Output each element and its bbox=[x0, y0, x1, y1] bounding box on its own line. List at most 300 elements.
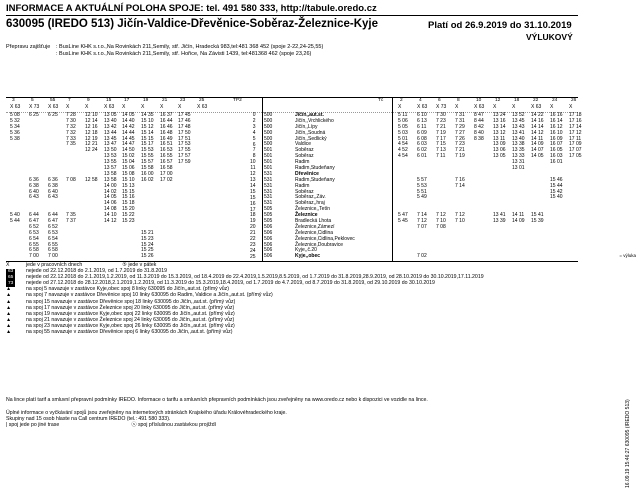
time-cell bbox=[104, 254, 117, 260]
info-line: Úplné informace o vyčkávání spojů jsou zveřejněny na internetových stránkách Krajského úřadu Královéhradeckého kraje. bbox=[6, 410, 287, 416]
note-text: na spoj 21 navazuje v zastávce Železnice spoj 24 linky 630095 do Jičín,,aut.st. (přímý vůz) bbox=[26, 316, 235, 323]
note-key: ▲ bbox=[6, 286, 12, 293]
time-cell: 17 46 bbox=[178, 117, 191, 124]
time-cell: 13 43 bbox=[512, 123, 525, 130]
time-cell: 16 48 bbox=[160, 129, 173, 136]
time-cell: 17 55 bbox=[178, 147, 191, 154]
time-cell: 15 41 bbox=[531, 212, 544, 219]
time-cell: 5 47 bbox=[398, 212, 408, 219]
time-cell: 5 38 bbox=[10, 135, 20, 142]
station-name: Železnice,Zámezí bbox=[295, 223, 335, 230]
station-name: Kyje,,obec bbox=[295, 253, 321, 260]
time-cell: 6 54 bbox=[48, 235, 58, 242]
validity-type: VÝLUKOVÝ bbox=[526, 32, 573, 42]
trip-number: 2 bbox=[400, 98, 403, 103]
trip-number: 22 bbox=[533, 98, 539, 103]
time-column bbox=[569, 113, 582, 260]
time-cell: 14 40 bbox=[122, 117, 135, 124]
station-name: Radim bbox=[295, 159, 310, 166]
station-name: Radim bbox=[295, 182, 310, 189]
time-cell: 13 12 bbox=[493, 129, 506, 136]
time-cell: 12 19 bbox=[85, 135, 98, 142]
trip-symbol: X 73 bbox=[29, 104, 40, 110]
time-cell: 6 01 bbox=[417, 153, 427, 160]
note-text: jede v pracovních dnech bbox=[26, 262, 83, 268]
time-cell bbox=[436, 254, 446, 260]
time-cell: 17 12 bbox=[569, 129, 582, 136]
time-cell: 16 37 bbox=[160, 112, 173, 118]
note-text: na spoj 5 navazuje v zastávce Kyje,obec spoj 8 linky 630095 do Jičín,,aut.st. (přímý vůz) bbox=[26, 286, 229, 293]
time-cell: 14 22 bbox=[531, 112, 544, 118]
trip-number: Tč bbox=[378, 98, 384, 103]
station-name: Valdice bbox=[295, 141, 312, 148]
time-cell: 13 05 bbox=[493, 153, 506, 160]
time-cell: 13 11 bbox=[493, 135, 506, 142]
time-cell: 7 23 bbox=[436, 117, 446, 124]
time-cell: 16 51 bbox=[160, 141, 173, 148]
time-cell: 13 16 bbox=[493, 117, 506, 124]
time-cell: 13 14 bbox=[493, 123, 506, 130]
time-cell: 6 08 bbox=[417, 135, 427, 142]
time-cell: 15 55 bbox=[141, 153, 154, 160]
station-id: 505 bbox=[264, 218, 273, 225]
time-cell: 13 05 bbox=[104, 112, 117, 118]
km-cell: 25 bbox=[250, 253, 256, 260]
time-cell: 6 53 bbox=[29, 229, 39, 236]
km-cell: 22 bbox=[250, 236, 256, 243]
station-id: 506 bbox=[264, 235, 273, 242]
station-column bbox=[295, 113, 355, 260]
time-cell: 6 02 bbox=[417, 147, 427, 154]
station-name: Radim,Studeňany bbox=[295, 165, 335, 172]
trip-symbol: X 63 bbox=[48, 104, 59, 110]
station-name: Soběraz,,Záv. bbox=[295, 194, 326, 201]
time-cell: 14 09 bbox=[512, 218, 525, 225]
time-cell: 5 34 bbox=[10, 123, 20, 130]
time-cell: 14 00 bbox=[104, 182, 117, 189]
time-cell: 6 55 bbox=[29, 241, 39, 248]
station-id: 501 bbox=[264, 147, 273, 154]
station-id: 531 bbox=[264, 194, 273, 201]
station-id: 500 bbox=[264, 117, 273, 124]
time-cell: 13 53 bbox=[104, 153, 117, 160]
time-cell: 16 16 bbox=[550, 112, 563, 118]
time-cell bbox=[474, 254, 484, 260]
header-rule bbox=[6, 15, 578, 16]
station-id: 500 bbox=[264, 135, 273, 142]
time-cell: 13 45 bbox=[104, 135, 117, 142]
time-cell: 13 31 bbox=[512, 159, 525, 166]
station-id: 501 bbox=[264, 153, 273, 160]
trip-number: 12 bbox=[495, 98, 501, 103]
time-cell: 14 12 bbox=[104, 218, 117, 225]
time-cell: 8 42 bbox=[474, 123, 484, 130]
time-cell: 16 10 bbox=[550, 129, 563, 136]
time-cell: 13 44 bbox=[104, 129, 117, 136]
time-column bbox=[417, 113, 427, 260]
time-cell bbox=[398, 254, 408, 260]
time-cell: 8 47 bbox=[474, 112, 484, 118]
time-cell: 16 53 bbox=[160, 147, 173, 154]
trip-symbol: X bbox=[550, 104, 554, 110]
time-cell: 5 53 bbox=[417, 182, 427, 189]
station-id: 500 bbox=[264, 112, 273, 118]
km-cell: 0 bbox=[252, 112, 256, 118]
time-cell: 17 45 bbox=[178, 112, 191, 118]
time-column bbox=[160, 113, 173, 260]
time-cell bbox=[531, 254, 544, 260]
time-cell: 6 44 bbox=[29, 212, 39, 219]
time-cell: 15 23 bbox=[141, 235, 154, 242]
station-id: 505 bbox=[264, 206, 273, 213]
note-badge: 63 bbox=[8, 269, 14, 275]
time-cell: 14 50 bbox=[122, 147, 135, 154]
trip-number: 21 bbox=[162, 98, 168, 103]
trip-symbol: X bbox=[85, 104, 89, 110]
time-column bbox=[455, 113, 465, 260]
station-name: Dřevěnice bbox=[295, 170, 319, 177]
station-id: 531 bbox=[264, 176, 273, 183]
trip-number: 4 bbox=[419, 98, 422, 103]
note-row bbox=[6, 329, 484, 335]
time-cell bbox=[455, 254, 465, 260]
additional-info bbox=[6, 410, 287, 428]
station-name: Jičín,,Soudná bbox=[295, 129, 326, 136]
time-cell: 7 12 bbox=[417, 218, 427, 225]
time-cell bbox=[512, 254, 525, 260]
time-cell: 15 08 bbox=[122, 170, 135, 177]
time-cell: 16 46 bbox=[160, 123, 173, 130]
time-cell: 5 44 bbox=[10, 218, 20, 225]
trip-symbol: X bbox=[512, 104, 516, 110]
time-cell: 15 15 bbox=[122, 188, 135, 195]
time-cell: 13 50 bbox=[104, 147, 117, 154]
time-cell: 16 58 bbox=[160, 165, 173, 172]
time-cell: 5 11 bbox=[398, 112, 408, 118]
time-cell: 12 18 bbox=[85, 129, 98, 136]
time-cell: 16 14 bbox=[550, 117, 563, 124]
km-cell: 14 bbox=[250, 182, 256, 189]
time-cell: 16 09 bbox=[550, 135, 563, 142]
time-cell: 15 13 bbox=[122, 182, 135, 189]
station-name: Soběraz bbox=[295, 153, 314, 160]
time-cell: 12 58 bbox=[85, 176, 98, 183]
time-cell: 6 09 bbox=[417, 129, 427, 136]
time-cell: 5 32 bbox=[10, 117, 20, 124]
time-cell: 7 30 bbox=[436, 112, 446, 118]
time-cell: 13 41 bbox=[493, 212, 506, 219]
time-cell: 16 03 bbox=[550, 153, 563, 160]
km-cell: 16 bbox=[250, 200, 256, 207]
time-cell: 14 11 bbox=[512, 212, 525, 219]
time-cell: 14 08 bbox=[104, 206, 117, 213]
km-divider bbox=[262, 98, 263, 261]
trip-symbol: X 63 bbox=[531, 104, 542, 110]
time-cell: 13 47 bbox=[104, 141, 117, 148]
time-cell: 6 40 bbox=[29, 188, 39, 195]
time-column bbox=[493, 113, 506, 260]
time-cell: 13 42 bbox=[104, 123, 117, 130]
time-cell: 7 19 bbox=[455, 153, 465, 160]
carrier-info bbox=[6, 44, 323, 58]
time-cell: 17 18 bbox=[569, 112, 582, 118]
station-id: 500 bbox=[264, 129, 273, 136]
time-cell: 7 08 bbox=[66, 176, 76, 183]
time-cell: 5 45 bbox=[398, 218, 408, 225]
time-cell: 7 08 bbox=[436, 223, 446, 230]
time-cell: 15 21 bbox=[141, 229, 154, 236]
trip-number: 5 bbox=[31, 98, 34, 103]
km-cell: 10 bbox=[250, 159, 256, 166]
time-cell: 6 47 bbox=[29, 218, 39, 225]
km-cell: 4 bbox=[252, 129, 256, 136]
time-cell: 12 10 bbox=[85, 112, 98, 118]
time-cell: 15 53 bbox=[141, 147, 154, 154]
time-cell: 7 02 bbox=[417, 253, 427, 260]
carrier-line: : BusLine KHK s.r.o.,Na Rovinkách 211,Semily, stř. Jičín, Hradecká 983,tel:481 368 452 (spoje 2-22,24-25,55) bbox=[56, 44, 324, 50]
time-cell: 7 28 bbox=[66, 112, 76, 118]
time-cell bbox=[160, 254, 173, 260]
note-text: nejede od 27.12.2018 do 28.12.2018,2.1.2019,1.2.2019, od 11.3.2019 do 15.3.2019,18.4.2019, od 1.7.2019 do 4.7.2019, od 8.7.2019 do 31.8.2019, od 29.10.2019 do 30.10.2019 bbox=[26, 280, 435, 287]
time-cell: 15 26 bbox=[141, 253, 154, 260]
time-cell bbox=[85, 254, 98, 260]
km-cell: 8 bbox=[252, 153, 256, 160]
column-divider bbox=[392, 98, 393, 261]
time-cell: 12 16 bbox=[85, 123, 98, 130]
time-cell bbox=[569, 254, 582, 260]
time-cell: 16 49 bbox=[160, 135, 173, 142]
km-cell: 15 bbox=[250, 188, 256, 195]
time-cell: 15 12 bbox=[141, 123, 154, 130]
km-cell: 17 bbox=[250, 206, 256, 213]
time-cell: 16 55 bbox=[160, 153, 173, 160]
time-cell: 15 10 bbox=[141, 117, 154, 124]
trip-number: TP2 bbox=[233, 98, 242, 103]
time-cell: 7 32 bbox=[66, 129, 76, 136]
time-cell: 15 58 bbox=[141, 165, 154, 172]
time-cell: 16 01 bbox=[550, 159, 563, 166]
station-name: Jičín,,aut.st. bbox=[295, 112, 324, 118]
time-cell: 7 33 bbox=[66, 135, 76, 142]
station-name: Jičín,,Sedlický bbox=[295, 135, 327, 142]
time-cell: 14 45 bbox=[122, 135, 135, 142]
time-column bbox=[10, 113, 20, 260]
km-cell: 2 bbox=[252, 117, 256, 124]
time-cell bbox=[550, 254, 563, 260]
time-cell: 15 15 bbox=[141, 135, 154, 142]
time-cell: 14 06 bbox=[104, 200, 117, 207]
time-cell: 16 00 bbox=[141, 170, 154, 177]
time-cell: 4 52 bbox=[398, 147, 408, 154]
km-cell: 6 bbox=[252, 141, 256, 148]
time-cell: 13 33 bbox=[512, 153, 525, 160]
trip-number: 6 bbox=[438, 98, 441, 103]
time-cell: 7 00 bbox=[29, 253, 39, 260]
time-cell: 6 03 bbox=[417, 141, 427, 148]
trip-number: 23 bbox=[180, 98, 186, 103]
km-cell: 3 bbox=[252, 123, 256, 130]
timetable-legend: = výluka bbox=[619, 253, 636, 258]
station-id: 531 bbox=[264, 170, 273, 177]
time-cell: 8 38 bbox=[474, 135, 484, 142]
note-key: ▲ bbox=[6, 304, 12, 311]
time-cell: 7 31 bbox=[455, 112, 465, 118]
note-text: jede v pátek bbox=[128, 262, 157, 268]
note-text: na spoj 23 navazuje v zastávce Kyje,obec spoj 26 linky 630095 do Jičín,,aut.st. (přímý vůz) bbox=[26, 322, 235, 329]
time-cell: 6 38 bbox=[48, 182, 58, 189]
time-cell: 13 24 bbox=[493, 112, 506, 118]
time-cell: 7 07 bbox=[417, 223, 427, 230]
time-cell: 13 39 bbox=[493, 218, 506, 225]
time-cell: 15 02 bbox=[122, 153, 135, 160]
time-cell: 17 11 bbox=[569, 135, 582, 142]
station-name: Železnice bbox=[295, 212, 318, 219]
note-text: na spoj 7 navazuje v zastávce Dřevěnice spoj 10 linky 630095 do Radim, Valdice a Jičín,,aut.st. (přímý vůz) bbox=[26, 292, 273, 299]
time-cell: 13 45 bbox=[512, 117, 525, 124]
time-cell: 13 55 bbox=[104, 159, 117, 166]
carrier-line: : BusLine KHK s.r.o.,Na Rovinkách 211,Semily, stř. Hořice, Na Závisti 1439, tel:481368 462 (spoje 23,26) bbox=[56, 51, 312, 57]
time-cell: 5 49 bbox=[417, 194, 427, 201]
time-cell: 6 25 bbox=[29, 112, 39, 118]
time-cell: 14 14 bbox=[531, 123, 544, 130]
trip-number: 8 bbox=[457, 98, 460, 103]
trip-symbol: X 63 bbox=[10, 104, 21, 110]
time-cell: 14 11 bbox=[531, 135, 544, 142]
time-cell: 15 57 bbox=[141, 159, 154, 166]
time-cell: 13 52 bbox=[512, 112, 525, 118]
time-cell: 7 29 bbox=[455, 123, 465, 130]
trip-number: 18 bbox=[514, 98, 520, 103]
time-cell: 6 55 bbox=[48, 241, 58, 248]
time-cell: 17 07 bbox=[569, 147, 582, 154]
time-cell: 5 51 bbox=[417, 188, 427, 195]
trip-number: 17 bbox=[124, 98, 130, 103]
time-cell: 5 03 bbox=[398, 129, 408, 136]
time-cell: 12 14 bbox=[85, 117, 98, 124]
time-cell: 13 58 bbox=[104, 170, 117, 177]
trip-symbol: X 63 bbox=[197, 104, 208, 110]
km-cell: 18 bbox=[250, 212, 256, 219]
trip-number: 3 bbox=[12, 98, 15, 103]
time-cell: 14 44 bbox=[122, 129, 135, 136]
station-id: 506 bbox=[264, 253, 273, 260]
trip-symbol: X bbox=[493, 104, 497, 110]
note-key: ⑤ bbox=[122, 262, 129, 268]
time-cell: 16 44 bbox=[160, 117, 173, 124]
time-cell: 15 18 bbox=[122, 200, 135, 207]
time-cell: 15 20 bbox=[122, 206, 135, 213]
time-cell: 6 47 bbox=[48, 218, 58, 225]
time-cell: 5 01 bbox=[398, 135, 408, 142]
time-cell: 7 27 bbox=[455, 129, 465, 136]
trip-symbol: X bbox=[569, 104, 573, 110]
trip-number: 55 bbox=[50, 98, 56, 103]
time-cell: 15 14 bbox=[141, 129, 154, 136]
km-cell: 12 bbox=[250, 171, 256, 178]
time-cell: 7 17 bbox=[436, 135, 446, 142]
time-column bbox=[122, 113, 135, 260]
trip-symbol: X bbox=[66, 104, 70, 110]
note-text: na spoj 15 navazuje v zastávce Dřevěnice spoj 18 linky 630095 do Jičín,,aut.st. (přímý vůz) bbox=[26, 298, 236, 305]
time-cell: 17 53 bbox=[178, 141, 191, 148]
note-badge: 73 bbox=[8, 281, 14, 287]
time-cell: 6 38 bbox=[29, 182, 39, 189]
time-cell: 7 35 bbox=[66, 141, 76, 148]
time-cell: 6 44 bbox=[48, 212, 58, 219]
time-cell: 5 40 bbox=[10, 212, 20, 219]
time-cell: 7 15 bbox=[436, 141, 446, 148]
station-id: 506 bbox=[264, 241, 273, 248]
station-id: 531 bbox=[264, 200, 273, 207]
time-column bbox=[398, 113, 408, 260]
time-cell: 17 59 bbox=[178, 159, 191, 166]
time-cell: 16 02 bbox=[141, 176, 154, 183]
trip-number: 10 bbox=[476, 98, 482, 103]
time-cell: 13 40 bbox=[104, 117, 117, 124]
time-cell: 7 14 bbox=[417, 212, 427, 219]
time-cell: 16 05 bbox=[550, 147, 563, 154]
trip-symbol: X bbox=[455, 104, 459, 110]
station-name: Jičín,,Vrchlického bbox=[295, 117, 334, 124]
time-cell: 7 00 bbox=[48, 253, 58, 260]
time-cell: 17 09 bbox=[569, 141, 582, 148]
time-cell bbox=[178, 254, 191, 260]
timetable bbox=[6, 97, 582, 262]
time-cell: 6 10 bbox=[417, 112, 427, 118]
info-line: | spoj jede po jiné trase ⓧ spoj příslušnou zastávkou projíždí bbox=[6, 422, 217, 429]
time-cell: 14 12 bbox=[531, 129, 544, 136]
time-cell: 15 25 bbox=[141, 247, 154, 254]
time-cell: 15 40 bbox=[550, 194, 563, 201]
note-key: X bbox=[6, 262, 10, 268]
station-name: Železnice,Cidlina bbox=[295, 229, 334, 236]
time-cell: 6 58 bbox=[48, 247, 58, 254]
time-cell: 6 43 bbox=[29, 194, 39, 201]
note-key: ▲ bbox=[6, 316, 12, 323]
station-id: 506 bbox=[264, 247, 273, 254]
time-cell: 15 23 bbox=[122, 218, 135, 225]
trip-symbol: X bbox=[398, 104, 402, 110]
time-cell: 6 54 bbox=[29, 235, 39, 242]
time-cell: 6 40 bbox=[48, 188, 58, 195]
time-cell: 6 11 bbox=[417, 123, 427, 130]
trip-symbol: X 63 bbox=[417, 104, 428, 110]
print-stamp: 16.09.19 15:46:27 630095 (IREDO 513) bbox=[625, 399, 631, 488]
time-cell: 5 57 bbox=[417, 176, 427, 183]
time-cell: 7 12 bbox=[455, 212, 465, 219]
time-cell: 7 23 bbox=[455, 141, 465, 148]
station-id: 531 bbox=[264, 188, 273, 195]
time-cell: 14 09 bbox=[531, 141, 544, 148]
time-cell: 12 21 bbox=[85, 141, 98, 148]
trip-symbol: X bbox=[178, 104, 182, 110]
station-id: 500 bbox=[264, 123, 273, 130]
time-cell: 4 54 bbox=[398, 141, 408, 148]
time-cell: 17 14 bbox=[569, 123, 582, 130]
time-cell: 6 53 bbox=[48, 229, 58, 236]
carrier-label: Přepravu zajišťuje bbox=[6, 44, 51, 50]
time-cell bbox=[66, 254, 76, 260]
trip-symbol: X bbox=[141, 104, 145, 110]
km-cell: 13 bbox=[250, 176, 256, 183]
time-column bbox=[474, 113, 484, 260]
time-cell: 7 12 bbox=[436, 212, 446, 219]
time-cell: 13 01 bbox=[512, 165, 525, 172]
station-id: 501 bbox=[264, 159, 273, 166]
time-cell: 15 24 bbox=[141, 241, 154, 248]
station-id: 506 bbox=[264, 223, 273, 230]
time-cell: 7 30 bbox=[66, 117, 76, 124]
